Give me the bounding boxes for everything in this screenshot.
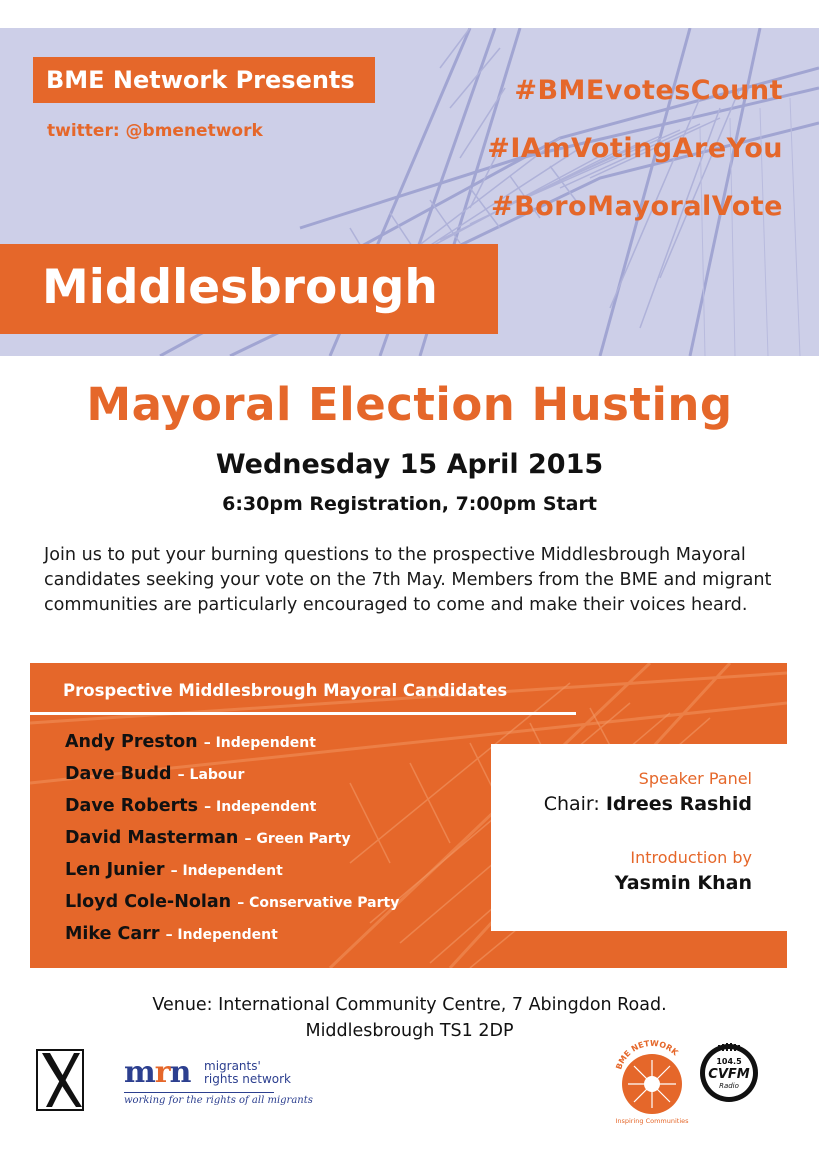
- cvfm-radio-logo: [698, 1036, 760, 1110]
- candidate-name: Andy Preston: [65, 732, 198, 752]
- candidate-item: [65, 828, 351, 848]
- candidate-party: – Independent: [165, 927, 278, 943]
- candidate-name: Lloyd Cole-Nolan: [65, 892, 232, 912]
- bme-logo-name: BME NETWORK: [614, 1038, 680, 1071]
- candidate-item: [65, 924, 278, 944]
- chair-line: [544, 793, 752, 815]
- mrn-name: migrants' rights network: [204, 1059, 291, 1086]
- cvfm-sub: Radio: [719, 1082, 739, 1090]
- city-title: Middlesbrough: [42, 260, 438, 315]
- candidate-party: – Independent: [204, 799, 317, 815]
- chair-label: Chair:: [543, 793, 600, 815]
- twitter-handle: twitter: @bmenetwork: [47, 121, 263, 141]
- candidate-name: David Masterman: [65, 828, 239, 848]
- heading-divider: [30, 712, 576, 715]
- bme-logo-tagline: Inspiring Communities: [615, 1117, 689, 1125]
- event-title: Mayoral Election Husting: [86, 378, 733, 431]
- introduction-label: Introduction by: [630, 848, 752, 867]
- event-time: 6:30pm Registration, 7:00pm Start: [222, 493, 597, 515]
- speaker-panel-label: Speaker Panel: [638, 769, 752, 788]
- mrn-wordmark: mrn: [124, 1055, 191, 1090]
- hashtag-iamvoting: #IAmVotingAreYou: [487, 133, 783, 164]
- venue-line-2: Middlesbrough TS1 2DP: [305, 1021, 514, 1041]
- candidate-item: [65, 732, 316, 752]
- event-intro: Join us to put your burning questions to the prospective Middlesbrough Mayoral candidates seeking your vote on the 7th May. Members from the BME and migrant communities are particularly encouraged to come and make their voices heard.: [44, 545, 772, 615]
- candidates-heading: Prospective Middlesbrough Mayoral Candidates: [63, 681, 508, 700]
- venue-line-1: Venue: International Community Centre, 7 Abingdon Road.: [152, 995, 667, 1015]
- event-date: Wednesday 15 April 2015: [215, 449, 604, 480]
- candidate-party: – Conservative Party: [237, 895, 400, 911]
- candidate-name: Len Junier: [65, 860, 165, 880]
- candidate-party: – Independent: [203, 735, 316, 751]
- candidate-party: – Independent: [170, 863, 283, 879]
- chair-name: Idrees Rashid: [605, 793, 752, 815]
- candidate-name: Mike Carr: [65, 924, 160, 944]
- mrn-logo: [124, 1055, 313, 1106]
- candidate-party: – Green Party: [244, 831, 351, 847]
- cvfm-frequency: 104.5: [716, 1057, 742, 1066]
- hashtag-bmevotescount: #BMEvotesCount: [514, 75, 783, 106]
- candidate-item: [65, 860, 283, 880]
- candidate-item: [65, 796, 316, 816]
- candidate-item: [65, 764, 244, 784]
- hashtag-boromayoralvote: #BoroMayoralVote: [490, 191, 783, 222]
- candidate-party: – Labour: [177, 767, 245, 783]
- introduction-name: Yasmin Khan: [614, 872, 752, 894]
- mrn-tagline: working for the rights of all migrants: [124, 1095, 313, 1106]
- candidate-name: Dave Budd: [65, 764, 172, 784]
- ballot-x-logo: [36, 1049, 84, 1111]
- candidate-name: Dave Roberts: [65, 796, 199, 816]
- bme-network-logo: [610, 1034, 694, 1126]
- candidate-item: [65, 892, 399, 912]
- cvfm-name: CVFM: [708, 1067, 750, 1082]
- presents-banner: BME Network Presents: [33, 57, 375, 103]
